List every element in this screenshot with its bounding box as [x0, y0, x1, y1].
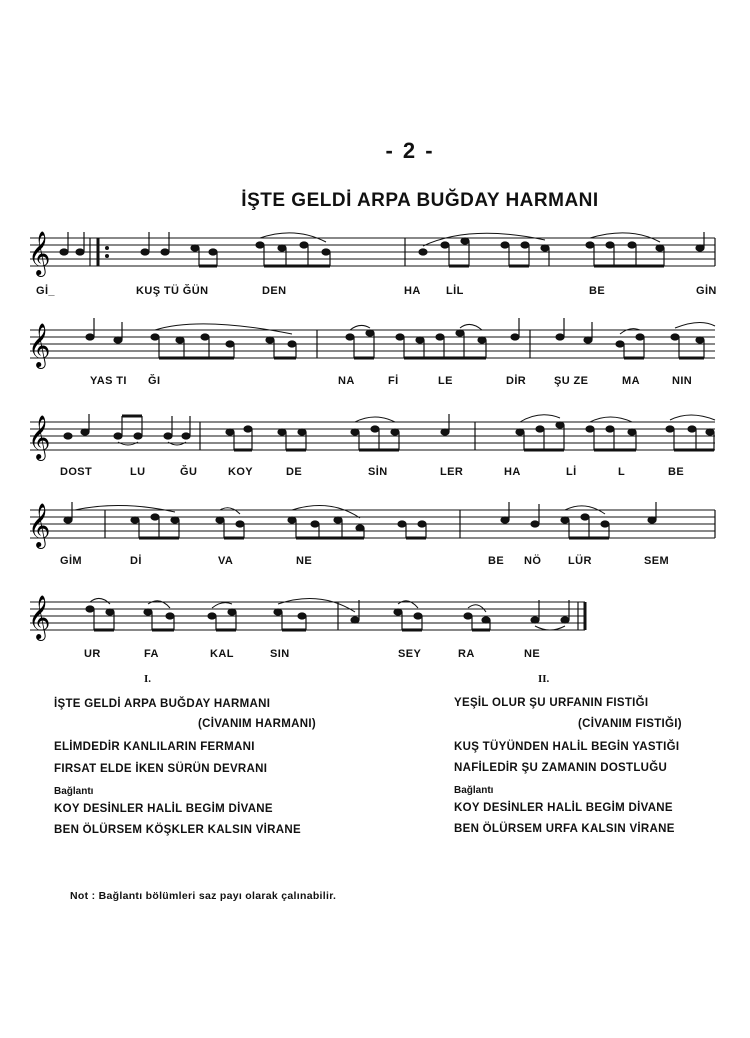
lyric-syllable: LİL — [446, 285, 464, 297]
footnote: Not : Bağlantı bölümleri saz payı olarak çalınabilir. — [70, 890, 337, 902]
treble-clef-icon: 𝄞 — [28, 595, 51, 639]
verse-line: KUŞ TÜYÜNDEN HALİL BEGİN YASTIĞI — [454, 741, 680, 753]
lyric-syllable: BE — [668, 466, 685, 478]
lyric-syllable: SEY — [398, 648, 422, 660]
verse-line: (CİVANIM HARMANI) — [198, 718, 316, 730]
verse-line: YEŞİL OLUR ŞU URFANIN FISTIĞI — [454, 697, 649, 709]
lyric-syllable: LE — [438, 375, 453, 387]
music-staff-5 — [20, 592, 720, 652]
treble-clef-icon: 𝄞 — [28, 503, 51, 547]
verse-line: İŞTE GELDİ ARPA BUĞDAY HARMANI — [54, 698, 271, 710]
lyric-syllable: UR — [84, 648, 101, 660]
lyric-syllable: GİM — [60, 555, 82, 567]
refrain-line: KOY DESİNLER HALİL BEGİM DİVANE — [54, 803, 273, 815]
refrain-label: Bağlantı — [454, 785, 494, 796]
lyric-syllable: KOY — [228, 466, 254, 478]
refrain-label: Bağlantı — [54, 786, 94, 797]
lyric-syllable: SEM — [644, 555, 670, 567]
lyric-syllable: ĞU — [180, 466, 198, 478]
verse-line: FIRSAT ELDE İKEN SÜRÜN DEVRANI — [54, 763, 268, 775]
lyric-syllable: DOST — [60, 466, 93, 478]
music-staff-1 — [20, 228, 720, 288]
lyric-syllable: VA — [218, 555, 234, 567]
slurs — [118, 415, 715, 445]
lyric-syllable: BE — [488, 555, 505, 567]
lyric-syllable: YAS TI — [90, 375, 127, 387]
lyric-syllable: ĞI — [148, 375, 161, 387]
notes — [64, 502, 656, 538]
slurs — [155, 322, 715, 334]
refrain-line: KOY DESİNLER HALİL BEGİM DİVANE — [454, 802, 673, 814]
lyric-syllable: RA — [458, 648, 475, 660]
lyric-syllable: BE — [589, 285, 606, 297]
refrain-line: BEN ÖLÜRSEM URFA KALSIN VİRANE — [454, 823, 675, 835]
lyric-syllable: HA — [404, 285, 421, 297]
lyric-syllable: LER — [440, 466, 464, 478]
lyric-syllable: NA — [338, 375, 355, 387]
lyric-syllable: MA — [622, 375, 640, 387]
music-staff-3 — [20, 412, 720, 472]
lyric-syllable: KUŞ TÜ ĞÜN — [136, 285, 209, 297]
verse-line: ELİMDEDİR KANLILARIN FERMANI — [54, 741, 255, 753]
lyric-syllable: DEN — [262, 285, 287, 297]
lyric-syllable: DİR — [506, 375, 527, 387]
lyric-syllable: NE — [524, 648, 541, 660]
staff-lines — [30, 510, 715, 538]
lyric-syllable: NÖ — [524, 555, 542, 567]
lyric-syllable: Dİ — [130, 555, 142, 567]
notes — [60, 232, 704, 266]
lyric-syllable: NE — [296, 555, 313, 567]
lyric-syllable: HA — [504, 466, 521, 478]
lyric-syllable: Gİ_ — [36, 285, 55, 297]
treble-clef-icon: 𝄞 — [28, 323, 51, 367]
treble-clef-icon: 𝄞 — [28, 231, 51, 275]
lyric-syllable: FA — [144, 648, 159, 660]
verse-line: NAFİLEDİR ŞU ZAMANIN DOSTLUĞU — [454, 762, 668, 774]
staff-lines — [30, 602, 585, 630]
verse-1-label: I. — [144, 673, 152, 685]
refrain-line: BEN ÖLÜRSEM KÖŞKLER KALSIN VİRANE — [54, 824, 301, 836]
notes — [86, 600, 569, 630]
verse-line: (CİVANIM FISTIĞI) — [578, 718, 682, 730]
lyric-syllable: LU — [130, 466, 146, 478]
lyric-syllable: LÜR — [568, 555, 592, 567]
lyric-syllable: SIN — [270, 648, 290, 660]
lyric-syllable: KAL — [210, 648, 234, 660]
music-staff-2 — [20, 320, 720, 380]
music-staff-4 — [20, 500, 720, 560]
lyric-syllable: ŞU ZE — [554, 375, 589, 387]
lyric-syllable: Fİ — [388, 375, 399, 387]
lyric-syllable: NIN — [672, 375, 693, 387]
lyric-syllable: Lİ — [566, 466, 577, 478]
lyric-syllable: SİN — [368, 466, 388, 478]
slurs — [90, 598, 565, 630]
lyric-syllable: GİN — [696, 285, 717, 297]
lyric-syllable: DE — [286, 466, 303, 478]
notes — [86, 318, 704, 358]
page-number: - 2 - — [385, 138, 435, 163]
song-title: İŞTE GELDİ ARPA BUĞDAY HARMANI — [241, 190, 599, 211]
verse-2-label: II. — [538, 673, 550, 685]
slurs — [260, 233, 660, 246]
lyric-syllable: L — [618, 466, 626, 478]
treble-clef-icon: 𝄞 — [28, 415, 51, 459]
